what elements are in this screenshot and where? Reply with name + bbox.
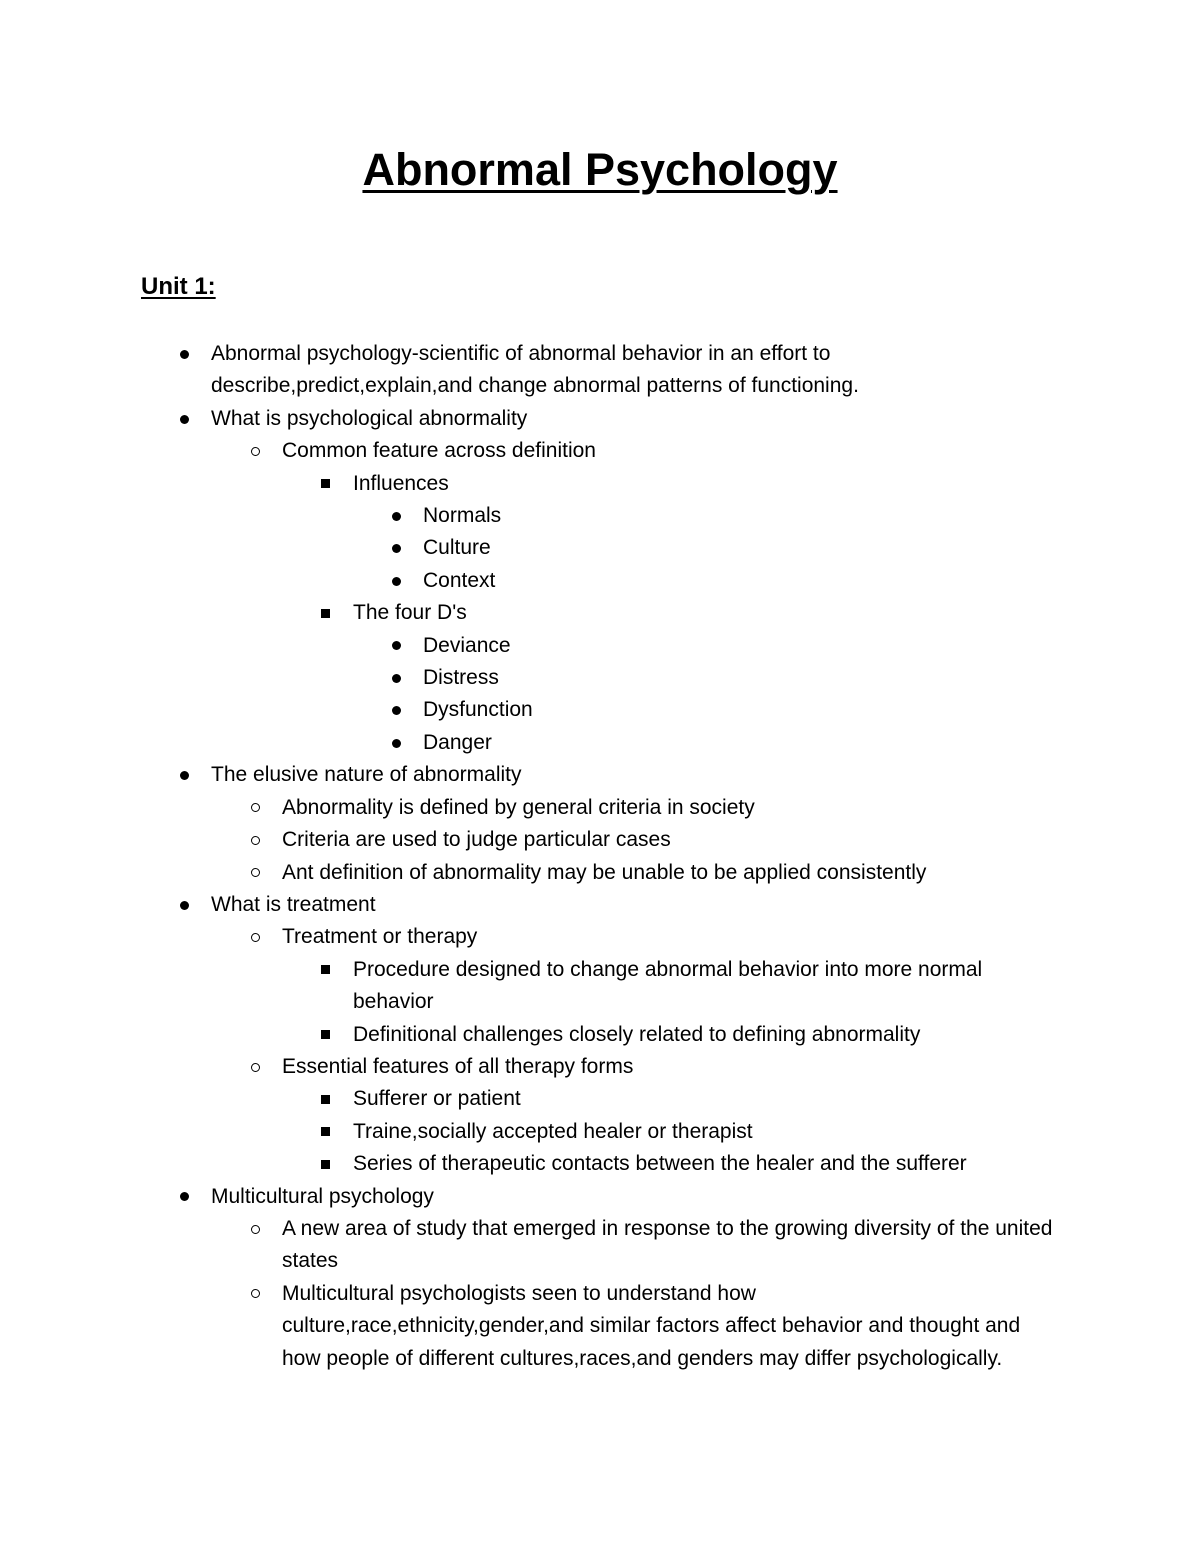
disc-bullet-icon xyxy=(386,500,406,532)
list-item-text: A new area of study that emerged in response to the growing diversity of the united states xyxy=(282,1216,1053,1273)
list-item xyxy=(0,597,1063,629)
sub-list xyxy=(0,954,1200,1051)
circle-bullet-icon xyxy=(245,921,265,953)
list-item-text: Dysfunction xyxy=(423,698,533,722)
disc-bullet-icon xyxy=(174,338,194,370)
list-item xyxy=(0,1213,1062,1278)
list-item-text: Procedure designed to change abnormal behavior into more normal behavior xyxy=(353,957,983,1014)
disc-bullet-icon xyxy=(174,1181,194,1213)
square-bullet-icon xyxy=(315,1019,335,1051)
sub-list xyxy=(0,792,1200,889)
square-bullet-icon xyxy=(315,597,335,629)
sub-list xyxy=(0,468,1200,760)
circle-bullet-icon xyxy=(245,435,265,467)
list-item-text: What is psychological abnormality xyxy=(211,406,528,430)
unit-heading: Unit 1: xyxy=(141,273,216,300)
list-item xyxy=(0,727,1063,759)
list-item xyxy=(0,435,1062,467)
disc-bullet-icon xyxy=(174,759,194,791)
list-item-text: Normals xyxy=(423,504,502,528)
disc-bullet-icon xyxy=(386,565,406,597)
list-item xyxy=(0,1019,1063,1051)
square-bullet-icon xyxy=(315,1148,335,1180)
list-item xyxy=(0,792,1062,824)
list-item-text: Definitional challenges closely related to defining abnormality xyxy=(353,1022,921,1046)
circle-bullet-icon xyxy=(245,1051,265,1083)
notes-outline xyxy=(0,338,1200,1375)
list-item xyxy=(0,694,1063,726)
list-item xyxy=(0,500,1063,532)
list-item xyxy=(0,1278,1062,1375)
list-item-text: Danger xyxy=(423,730,492,754)
list-item xyxy=(0,338,971,403)
list-item xyxy=(0,662,1063,694)
list-item-text: What is treatment xyxy=(211,892,376,916)
list-item-text: Essential features of all therapy forms xyxy=(282,1054,634,1078)
list-item-text: The elusive nature of abnormality xyxy=(211,763,522,787)
list-item xyxy=(0,565,1063,597)
list-item-text: The four D's xyxy=(353,601,467,625)
disc-bullet-icon xyxy=(386,694,406,726)
list-item xyxy=(0,630,1063,662)
list-item-text: Traine,socially accepted healer or therapist xyxy=(353,1119,753,1143)
list-item-text: Ant definition of abnormality may be unable to be applied consistently xyxy=(282,860,927,884)
disc-bullet-icon xyxy=(386,532,406,564)
circle-bullet-icon xyxy=(245,1278,265,1310)
disc-bullet-icon xyxy=(174,403,194,435)
circle-bullet-icon xyxy=(245,857,265,889)
sub-list xyxy=(0,500,1200,597)
list-item xyxy=(0,468,1063,500)
list-item-text: Treatment or therapy xyxy=(282,925,478,949)
circle-bullet-icon xyxy=(245,824,265,856)
list-item-text: Series of therapeutic contacts between the healer and the sufferer xyxy=(353,1152,967,1176)
page-title: Abnormal Psychology xyxy=(362,144,838,195)
list-item-text: Culture xyxy=(423,536,491,560)
list-item xyxy=(0,1083,1063,1115)
square-bullet-icon xyxy=(315,468,335,500)
list-item xyxy=(0,1051,1062,1083)
list-item-text: Context xyxy=(423,568,496,592)
square-bullet-icon xyxy=(315,954,335,986)
disc-bullet-icon xyxy=(386,662,406,694)
list-item xyxy=(0,1148,1063,1180)
list-item-text: Multicultural psychology xyxy=(211,1184,434,1208)
list-item-text: Common feature across definition xyxy=(282,439,596,463)
circle-bullet-icon xyxy=(245,792,265,824)
square-bullet-icon xyxy=(315,1116,335,1148)
sub-list xyxy=(0,435,1200,759)
list-item-text: Sufferer or patient xyxy=(353,1087,521,1111)
sub-list xyxy=(0,1083,1200,1180)
list-item-text: Abnormality is defined by general criteria in society xyxy=(282,795,755,819)
circle-bullet-icon xyxy=(245,1213,265,1245)
list-item xyxy=(0,857,1062,889)
list-item-text: Deviance xyxy=(423,633,511,657)
list-item xyxy=(0,824,1062,856)
list-item-text: Influences xyxy=(353,471,449,495)
list-item xyxy=(0,1116,1063,1148)
list-item xyxy=(0,921,1062,953)
sub-list xyxy=(0,1213,1200,1375)
disc-bullet-icon xyxy=(174,889,194,921)
list-item xyxy=(0,889,971,921)
disc-bullet-icon xyxy=(386,630,406,662)
sub-list xyxy=(0,921,1200,1180)
list-item xyxy=(0,532,1063,564)
square-bullet-icon xyxy=(315,1083,335,1115)
list-item xyxy=(0,1181,971,1213)
list-item xyxy=(0,403,971,435)
list-item-text: Distress xyxy=(423,666,499,690)
list-item-text: Multicultural psychologists seen to understand how culture,race,ethnicity,gender,and similar factors affect behavior and thought and how people of different cultures,races,and genders may differ psychologically. xyxy=(282,1281,1021,1370)
disc-bullet-icon xyxy=(386,727,406,759)
list-item-text: Abnormal psychology-scientific of abnormal behavior in an effort to describe,predict,explain,and change abnormal patterns of functioning. xyxy=(211,342,859,398)
sub-list xyxy=(0,630,1200,760)
list-item xyxy=(0,954,1063,1019)
list-item-text: Criteria are used to judge particular cases xyxy=(282,828,671,852)
list-item xyxy=(0,759,971,791)
